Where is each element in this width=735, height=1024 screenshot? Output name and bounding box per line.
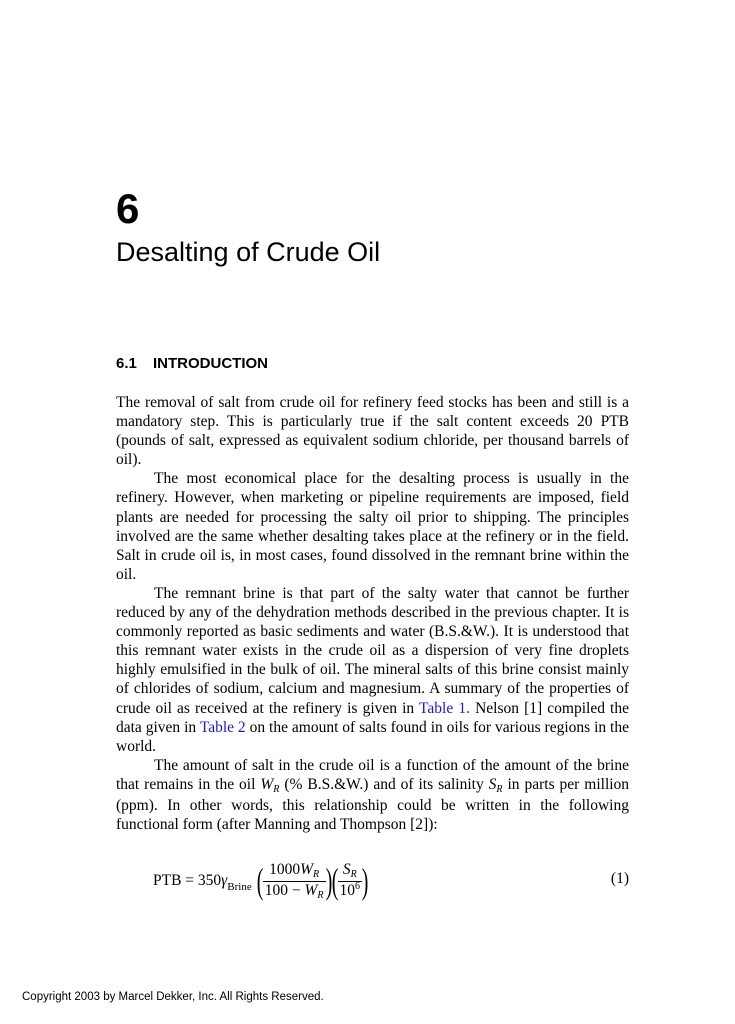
chapter-number: 6 — [116, 185, 140, 232]
fraction-1: $\frac{1000WR}{100 - WR}$ — [264, 860, 324, 901]
paragraph-4-text-c: in parts per million (ppm). In other words, this relationship could be written in the following functional form (after Manning and Thompson [2]): — [116, 775, 630, 834]
paragraph-3-text-b: Nelson [1] compiled the data given in — [116, 699, 629, 736]
section-number: 6.1 — [116, 355, 137, 372]
paragraph-1: The removal of salt from crude oil for refinery feed stocks has been and still is a mandatory step. This is particularly true if the salt content exceeds 20 PTB (pounds of salt, expressed as equivalent sodium chloride, per thousand barrels of oil). — [116, 394, 629, 469]
right-paren-icon: ) — [361, 861, 369, 901]
paragraph-3-text-a: The remnant brine is that part of the salty water that cannot be further reduced by any of the dehydration methods described in the previous chapter. It is commonly reported as basic sediments and water (B.S.&W.). It is understood that this remnant water exists in the crude oil as a dispersion of very fine droplets highly emulsified in the bulk of oil. The mineral salts of this brine consist mainly of chlorides of sodium, calcium and magnesium. A summary of the properties of crude oil as received at the refinery is given in — [116, 584, 629, 717]
equation-1 — [116, 858, 629, 904]
table-2-link[interactable]: Table 2 — [199, 718, 246, 736]
equation-number: (1) — [610, 870, 629, 887]
paragraph-3 — [116, 584, 629, 756]
left-paren-icon: ( — [331, 861, 338, 901]
copyright-footer: Copyright 2003 by Marcel Dekker, Inc. All Rights Reserved. — [22, 991, 324, 1003]
equation-lhs: PTB = $350\gamma_{Brine}$ — [153, 872, 252, 893]
paragraph-2: The most economical place for the desalting process is usually in the refinery. However, when marketing or pipeline requirements are imposed, field plants are needed for processing the salty oil prior to shipping. The principles involved are the same whether desalting takes place at the refinery or in the field. Salt in crude oil is, in most cases, found dissolved in the remnant brine within the oil. — [116, 470, 629, 583]
left-paren-icon: ( — [256, 861, 264, 901]
paragraph-3-text-c: on the amount of salts found in oils for various regions in the world. — [116, 718, 629, 755]
fraction-2: $\frac{SR}{10^6}$ — [338, 861, 363, 902]
section-heading — [116, 354, 268, 374]
var-sr: SR — [488, 775, 503, 795]
paragraph-4-text-a: The amount of salt in the crude oil is a function of the amount of the brine that remains in the oil — [116, 756, 629, 793]
paragraph-4-text-b: (% B.S.&W.) and of its salinity — [284, 775, 484, 793]
chapter-title: Desalting of Crude Oil — [116, 237, 381, 267]
var-wr: WR — [260, 775, 280, 795]
table-1-link[interactable]: Table 1. — [419, 699, 470, 717]
section-title: INTRODUCTION — [153, 355, 268, 372]
paragraph-4 — [116, 756, 629, 834]
equation-body — [153, 858, 368, 904]
right-paren-icon: ) — [325, 861, 332, 901]
body-text — [116, 393, 629, 834]
